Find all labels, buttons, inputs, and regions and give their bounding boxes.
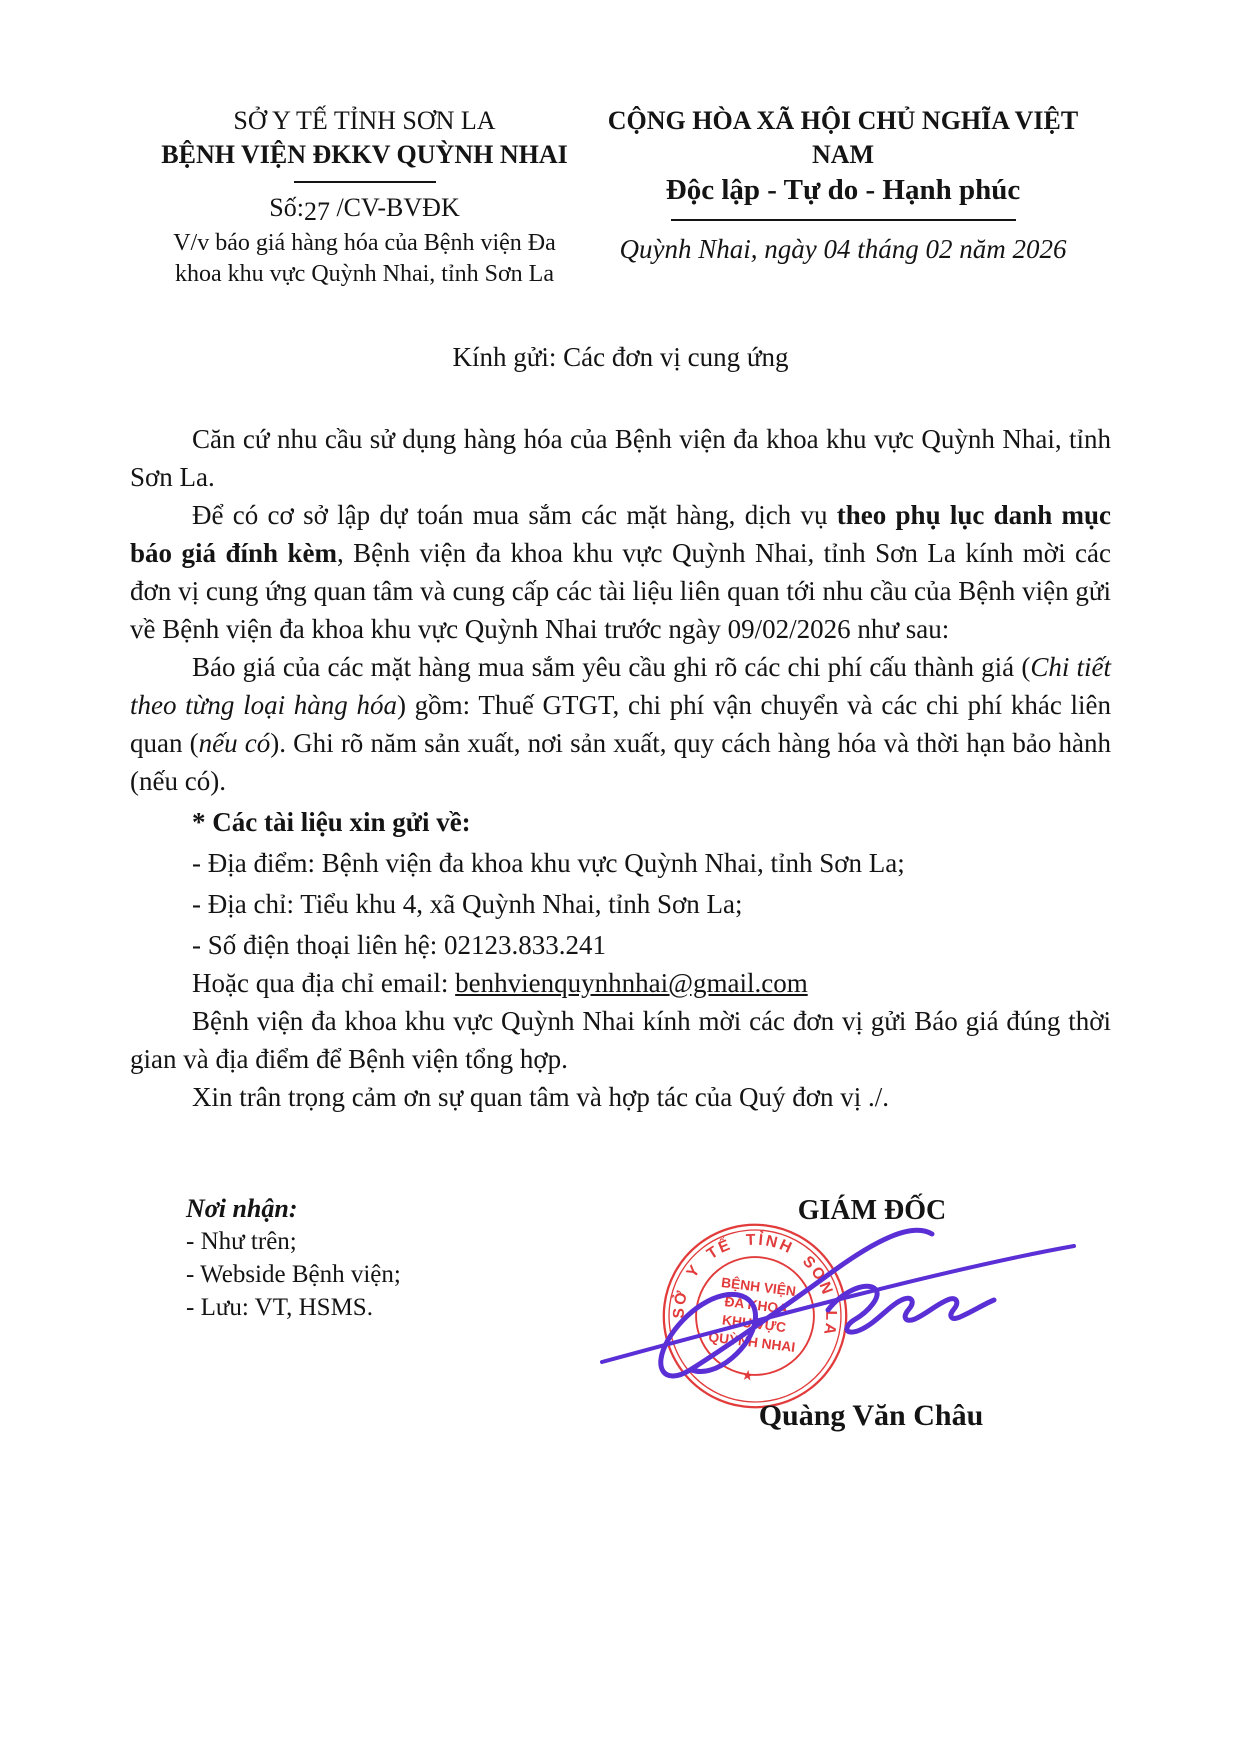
stamp-center-line-1: BỆNH VIỆN <box>720 1275 797 1300</box>
quote-req-end: ). Ghi rõ năm sản xuất, nơi sản xuất, quy cách hàng hóa và thời hạn bảo hành (nếu có). <box>130 728 1111 796</box>
letterhead <box>130 104 1111 290</box>
recipients-heading: Nơi nhận: <box>186 1194 298 1223</box>
attached-list-emphasis: theo phụ lục danh mục báo giá đính kèm <box>130 500 1111 568</box>
place-date-line: Quỳnh Nhai, ngày 04 tháng 02 năm 2026 <box>619 234 1067 264</box>
email-line <box>130 964 1111 1002</box>
email-address-link[interactable]: benhvienquynhnhai@gmail.com <box>455 968 808 998</box>
quote-req-text: Báo giá của các mặt hàng mua sắm yêu cầu ghi rõ các chi phí cấu thành giá ( <box>192 652 1031 682</box>
parent-agency-name: SỞ Y TẾ TỈNH SƠN LA <box>233 106 496 135</box>
letter-body <box>130 420 1111 1116</box>
signature-scribble-stroke <box>828 1286 994 1332</box>
paragraph-invitation <box>130 496 1111 648</box>
stamp-ring-text: SỞ Y TẾ TỈNH SƠN LA <box>670 1231 840 1339</box>
paragraph-basis: Căn cứ nhu cầu sử dụng hàng hóa của Bệnh viện đa khoa khu vực Quỳnh Nhai, tỉnh Sơn La. <box>130 424 1111 492</box>
signer-title: GIÁM ĐỐC <box>797 1195 947 1226</box>
director-signature-ink <box>560 1200 1120 1400</box>
stamp-center-line-2: ĐA KHOA <box>723 1294 789 1317</box>
quote-req-middle: ) gồm: Thuế GTGT, chi phí vận chuyển và các chi phí khác liên quan ( <box>130 690 1111 758</box>
email-label: Hoặc qua địa chỉ email: <box>192 968 456 998</box>
hospital-name: BỆNH VIỆN ĐKKV QUỲNH NHAI <box>161 140 568 169</box>
issuing-agency-block <box>142 104 587 290</box>
bullet-location: - Địa điểm: Bệnh viện đa khoa khu vực Quỳnh Nhai, tỉnh Sơn La; <box>192 848 905 878</box>
signature-flourish-stroke <box>661 1230 932 1376</box>
signer-name: Quàng Văn Châu <box>758 1399 984 1432</box>
doc-number-suffix: /CV-BVĐK <box>329 193 460 222</box>
doc-number-prefix: Số: <box>269 193 304 222</box>
paragraph-thanks: Xin trân trọng cảm ơn sự quan tâm và hợp tác của Quý đơn vị ./. <box>192 1082 890 1112</box>
paragraph-invitation-text: Để có cơ sở lập dự toán mua sắm các mặt hàng, dịch vụ <box>192 500 837 530</box>
paragraph-invitation-continuation: , Bệnh viện đa khoa khu vực Quỳnh Nhai, tỉnh Sơn La kính mời các đơn vị cung ứng quan tâm và cung cấp các tài liệu liên quan tới nhu cầu của Bệnh viện gửi về Bệnh viện đa khoa khu vực Quỳnh Nhai trước ngày 09/02/2026 như sau: <box>130 538 1111 644</box>
documents-heading: * Các tài liệu xin gửi về: <box>192 807 471 837</box>
national-motto-block <box>575 104 1111 290</box>
document-number-line <box>142 190 587 226</box>
bullet-phone: - Số điện thoại liên hệ: 02123.833.241 <box>192 930 606 960</box>
document-subject: V/v báo giá hàng hóa của Bệnh viện Đa khoa khu vực Quỳnh Nhai, tỉnh Sơn La <box>173 230 556 287</box>
recipients-block <box>186 1192 401 1324</box>
per-item-detail-note: Chi tiết theo từng loại hàng hóa <box>130 652 1111 720</box>
recipient-item: - Lưu: VT, HSMS. <box>186 1294 373 1321</box>
signature-underline-stroke <box>602 1246 1074 1362</box>
if-any-note: nếu có <box>198 728 271 758</box>
left-divider-line <box>294 181 436 183</box>
document-content <box>130 104 1111 1116</box>
bullet-address: - Địa chỉ: Tiểu khu 4, xã Quỳnh Nhai, tỉnh Sơn La; <box>192 889 743 919</box>
paragraph-deadline-reminder: Bệnh viện đa khoa khu vực Quỳnh Nhai kính mời các đơn vị gửi Báo giá đúng thời gian và địa điểm để Bệnh viện tổng hợp. <box>130 1006 1111 1074</box>
national-title: CỘNG HÒA XÃ HỘI CHỦ NGHĨA VIỆT NAM <box>607 106 1079 169</box>
national-motto: Độc lập - Tự do - Hạnh phúc <box>665 174 1021 206</box>
doc-number-value: 27 <box>303 197 330 226</box>
salutation: Kính gửi: Các đơn vị cung ứng <box>452 342 789 372</box>
stamp-center-line-3: KHU VỰC <box>721 1312 787 1336</box>
right-divider-line <box>671 219 1016 221</box>
stamp-center-line-4: QUỲNH NHAI <box>707 1329 796 1355</box>
recipient-item: - Như trên; <box>186 1228 297 1255</box>
paragraph-quote-requirements <box>130 648 1111 800</box>
stamp-star-icon: ★ <box>740 1367 755 1385</box>
recipient-item: - Webside Bệnh viện; <box>186 1261 401 1288</box>
